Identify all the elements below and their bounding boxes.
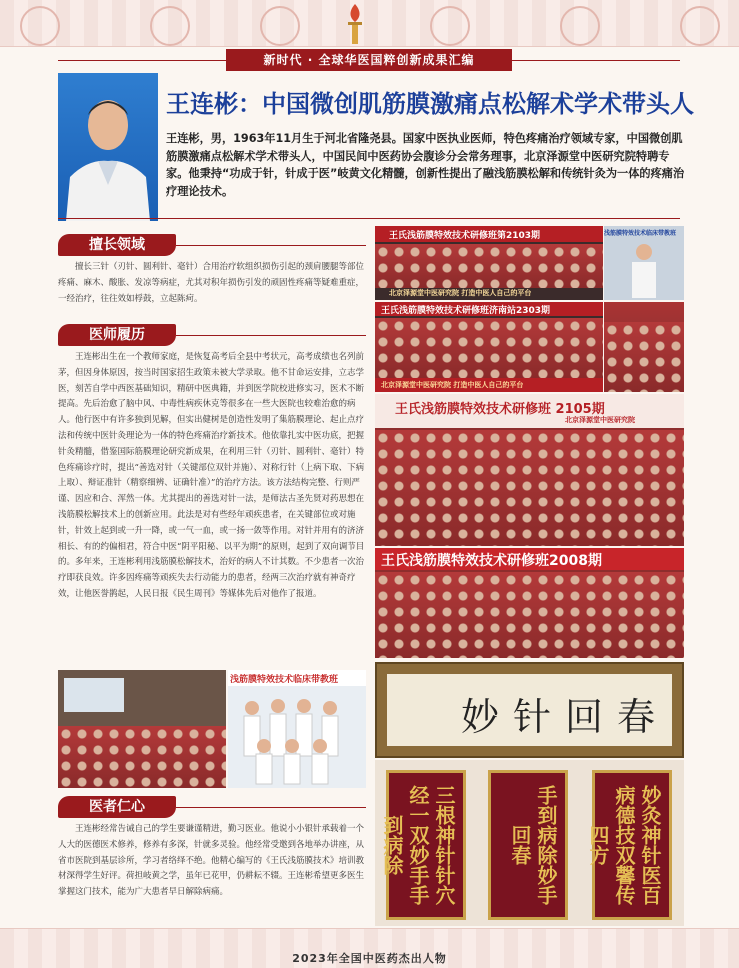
ethics-paragraph: 王连彬经常告诫自己的学生要谦谨精进，勤习医业。他说小小银针承载着一个人大的医德医术修养，修养有多深，针就多灵验。他经常受邀到各地举办讲座，从省市医院到基层诊所，学习者络绎不绝。他精心编写的《王氏浅筋膜技术》培训教材深得学生好评。荷担岐黄之学，虽年已花甲，仍耕耘不辍。王连彬希望更多医生掌握这门技术，能为广大患者早日解除病痛。 [58, 824, 365, 898]
section-rule [176, 807, 366, 808]
photo-subcaption: 北京泽源堂中医研究院 打造中医人自己的平台 [381, 381, 524, 389]
photo-side-caption: 浅筋膜特效技术临床带教班 [604, 230, 677, 237]
photo-caption: 王氏浅筋膜特效技术研修班2008期 [381, 553, 602, 569]
crowd-image [375, 244, 603, 288]
person-figure-icon [604, 236, 684, 300]
decorative-circle-icon [150, 6, 190, 46]
doctors-group-icon [228, 688, 366, 788]
group-photo-2105 [375, 394, 684, 546]
lecture-photo [58, 670, 226, 788]
pennant-banner: 手到病除妙手回春 [488, 770, 568, 920]
section-heading-career: 医师履历 [58, 324, 176, 346]
group-photo-2303 [375, 302, 603, 392]
crowd-image [375, 318, 603, 378]
photo-caption: 王氏浅筋膜特效技术研修班 2105期 [395, 402, 605, 417]
torch-emblem-icon [340, 2, 370, 46]
photo-caption: 王氏浅筋膜特效技术研修班济南站2303期 [381, 306, 551, 316]
footer-title: 2023年全国中医药杰出人物 [292, 952, 447, 965]
crowd-image [604, 322, 684, 392]
calligraphy-text: 妙针回春 [461, 695, 670, 739]
decorative-circle-icon [680, 6, 720, 46]
decorative-circle-icon [560, 6, 600, 46]
decorative-circle-icon [260, 6, 300, 46]
page-title: 王连彬：中国微创肌筋膜激痛点松解术学术带头人 [166, 90, 694, 118]
crowd-image [375, 572, 684, 658]
specialty-paragraph: 擅长三针（刃针、圆利针、毫针）合用治疗软组织损伤引起的颈肩腰腿等部位疼痛、麻木、酸胀、发凉等病症，尤其对积年损伤引发的顽固性疼痛等疑难重症，一经治疗，往往效如桴鼓，立起陈疴。 [58, 262, 365, 304]
series-banner: 新时代 · 全球华医国粹创新成果汇编 [226, 49, 512, 71]
clinic-side-photo [604, 226, 684, 300]
banner-rule-right [512, 60, 680, 61]
career-paragraph: 王连彬出生在一个教师家庭，是恢复高考后全县中考状元，高考成绩也名列前茅，但因身体原因，按当时国家招生政策未被大学录取。他不甘命运安排，立志学医，刻苦自学中西医基础知识，精研中医典籍，并到医学院校进修实习，医术不断提高。先后治愈了脑中风、中毒性病疾休克等很多在一些大医院也较难治愈的病人。他行医中有许多独到见解，但实出健树是创造性发明了集筋膜理论、起止点疗法和传统中医针灸理论为一体的特色疼痛治疗新技术。他依靠扎实中医功底，把握针灸精髓，借鉴国际筋膜理论研究新成果，在利用三针（刃针、圆利针、毫针）特色疼痛诊疗时，提出“善选对针（关键部位双针并施）、对称行针（上病下取、下病上取）、辩证准针（精察细辨、证确针准）”的治疗方法。该方法结构完整、行则严谨、因应和合、浑然一体。尤其提出的善选对针一法，是师法古圣先贤对药思想在浅筋膜松解技术上的创新应用。此法是对有些经年顽疾患者，在关键部位或对施针，针效上起到或一升一降，或一气一血，或一扬一敛等作用。对针并用有的济济相长、有的约偏相君，符合中医“阴平阳秘、以平为期”的原则，起到了双向调节目的。多年来，王连彬利用浅筋膜松解技术，治好的病人不计其数。不少患者一次治疗即获良效。许多因疼痛等顽疾失去行动能力的患者，经两三次治疗就有神奇疗效，让他医誉鹊起，人民日报《民生周刊》等媒体先后对他作了报道。 [58, 352, 365, 599]
pennant-banner: 妙灸神针医百病德技双馨传四方 [592, 770, 672, 920]
section-rule [176, 335, 366, 336]
photo-caption: 王氏浅筋膜特效技术研修班第2103期 [389, 231, 541, 241]
banner-rule-left [58, 60, 226, 61]
section-heading-specialty: 擅长领域 [58, 234, 176, 256]
person-portrait-icon [58, 73, 158, 221]
group-photo-2008 [375, 548, 684, 658]
intro-paragraph: 王连彬，男，1963年11月生于河北省隆尧县。国家中医执业医师，特色疼痛治疗领域专家，中国微创肌筋膜激痛点松解术学术带头人，中国民间中医药协会腹诊分会常务理事，北京泽源堂中医研究院特聘专家。他秉持“功成于针，针成于医”岐黄文化精髓，创新性提出了融浅筋膜松解和传统针灸为一体的疼痛治疗理论技术。 [166, 132, 685, 198]
header-separator [58, 218, 680, 219]
group-photo-right [604, 302, 684, 392]
pennant-banner: 三根神针针穴经一双妙手手到病除 [386, 770, 466, 920]
photo-subcaption: 北京泽源堂中医研究院 打造中医人自己的平台 [389, 289, 532, 297]
projection-screen [64, 678, 124, 712]
portrait-photo [58, 73, 158, 221]
decorative-circle-icon [430, 6, 470, 46]
section-rule [176, 245, 366, 246]
section-heading-ethics: 医者仁心 [58, 796, 176, 818]
group-photo-2103 [375, 226, 603, 300]
photo-subcaption: 北京泽源堂中医研究院 [565, 416, 635, 424]
crowd-image [375, 430, 684, 546]
crowd-image [58, 726, 226, 788]
clinic-team-photo [228, 670, 366, 788]
photo-caption: 浅筋膜特效技术临床带教班 [230, 675, 339, 685]
calligraphy-plaque [375, 662, 684, 758]
decorative-circle-icon [20, 6, 60, 46]
